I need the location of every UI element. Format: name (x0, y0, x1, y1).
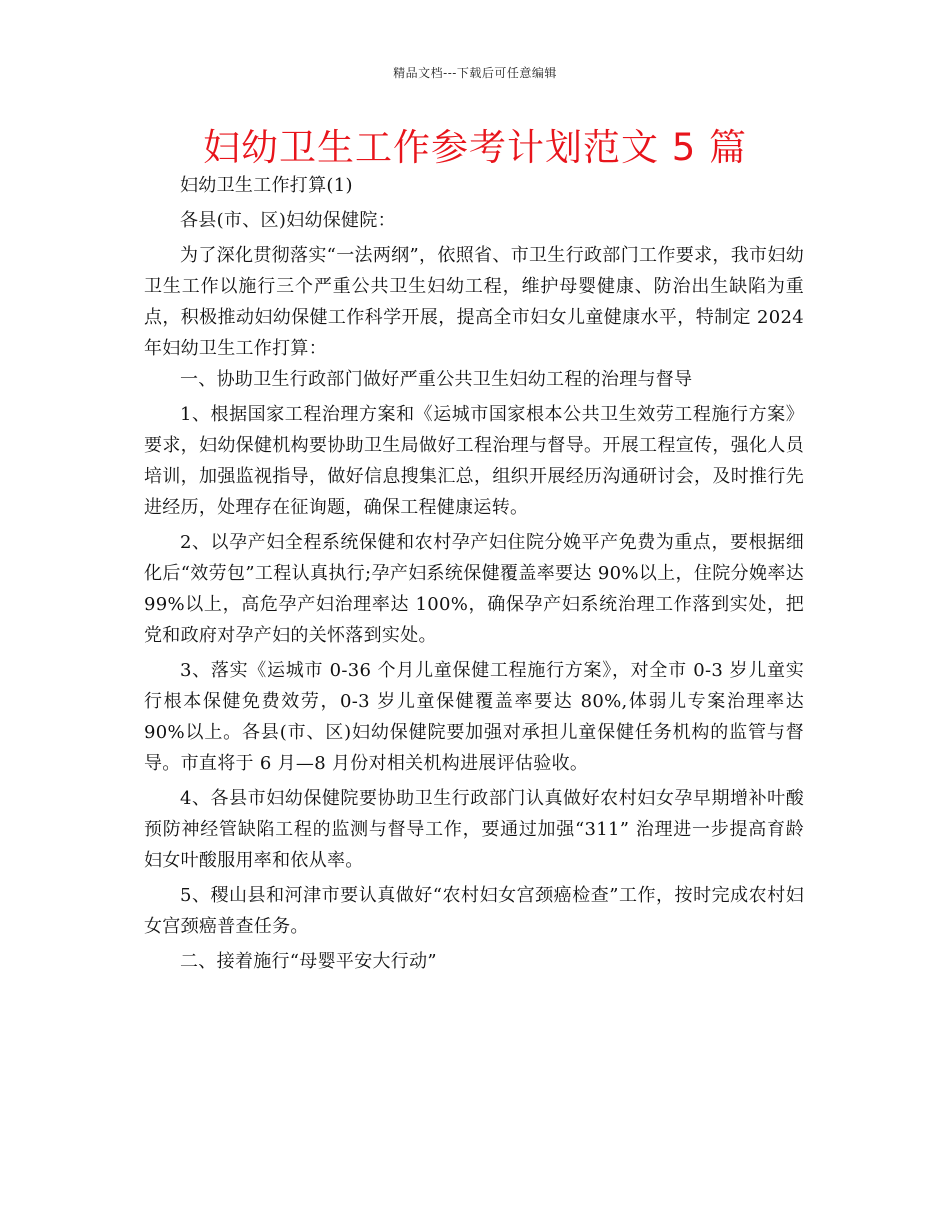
paragraph-item-5: 5、稷山县和河津市要认真做好“农村妇女宫颈癌检查”工作，按时完成农村妇女宫颈癌普查任务。 (144, 885, 804, 937)
paragraph-item-4: 4、各县市妇幼保健院要协助卫生行政部门认真做好农村妇女孕早期增补叶酸预防神经管缺陷工程的监测与督导工作，要通过加强“311” 治理进一步提高育龄妇女叶酸服用率和依从率。 (144, 788, 804, 871)
section-heading-2: 二、接着施行“母婴平安大行动” (180, 951, 437, 972)
paragraph-intro: 为了深化贯彻落实“一法两纲”，依照省、市卫生行政部门工作要求，我市妇幼卫生工作以施行三个严重公共卫生妇幼工程，维护母婴健康、防治出生缺陷为重点，积极推动妇幼保健工作科学开展，提高全市妇女儿童健康水平，特制定 2024 年妇幼卫生工作打算： (144, 245, 804, 359)
header-note: 精品文档---下载后可任意编辑 (393, 66, 557, 80)
paragraph-item-1: 1、根据国家工程治理方案和《运城市国家根本公共卫生效劳工程施行方案》要求，妇幼保健机构要协助卫生局做好工程治理与督导。开展工程宣传，强化人员培训，加强监视指导，做好信息搜集汇总，组织开展经历沟通研讨会，及时推行先进经历，处理存在征询题，确保工程健康运转。 (144, 404, 804, 518)
document-body (144, 170, 804, 981)
paragraph-salutation: 各县(市、区)妇幼保健院： (180, 210, 396, 231)
paragraph-subtitle: 妇幼卫生工作打算(1) (180, 175, 353, 196)
section-heading-1: 一、协助卫生行政部门做好严重公共卫生妇幼工程的治理与督导 (180, 369, 693, 390)
document-title: 妇幼卫生工作参考计划范文 5 篇 (202, 126, 748, 169)
paragraph-item-3: 3、落实《运城市 0-36 个月儿童保健工程施行方案》，对全市 0-3 岁儿童实行根本保健免费效劳，0-3 岁儿童保健覆盖率要达 80%,体弱儿专案治理率达 90%以上。各县(市、区)妇幼保健院要加强对承担儿童保健任务机构的监管与督导。市直将于 6 月—8 月份对相关机构进展评估验收。 (144, 660, 804, 774)
paragraph-item-2: 2、以孕产妇全程系统保健和农村孕产妇住院分娩平产免费为重点，要根据细化后“效劳包”工程认真执行;孕产妇系统保健覆盖率要达 90%以上，住院分娩率达 99%以上，高危孕产妇治理率达 100%，确保孕产妇系统治理工作落到实处，把党和政府对孕产妇的关怀落到实处。 (144, 532, 804, 646)
